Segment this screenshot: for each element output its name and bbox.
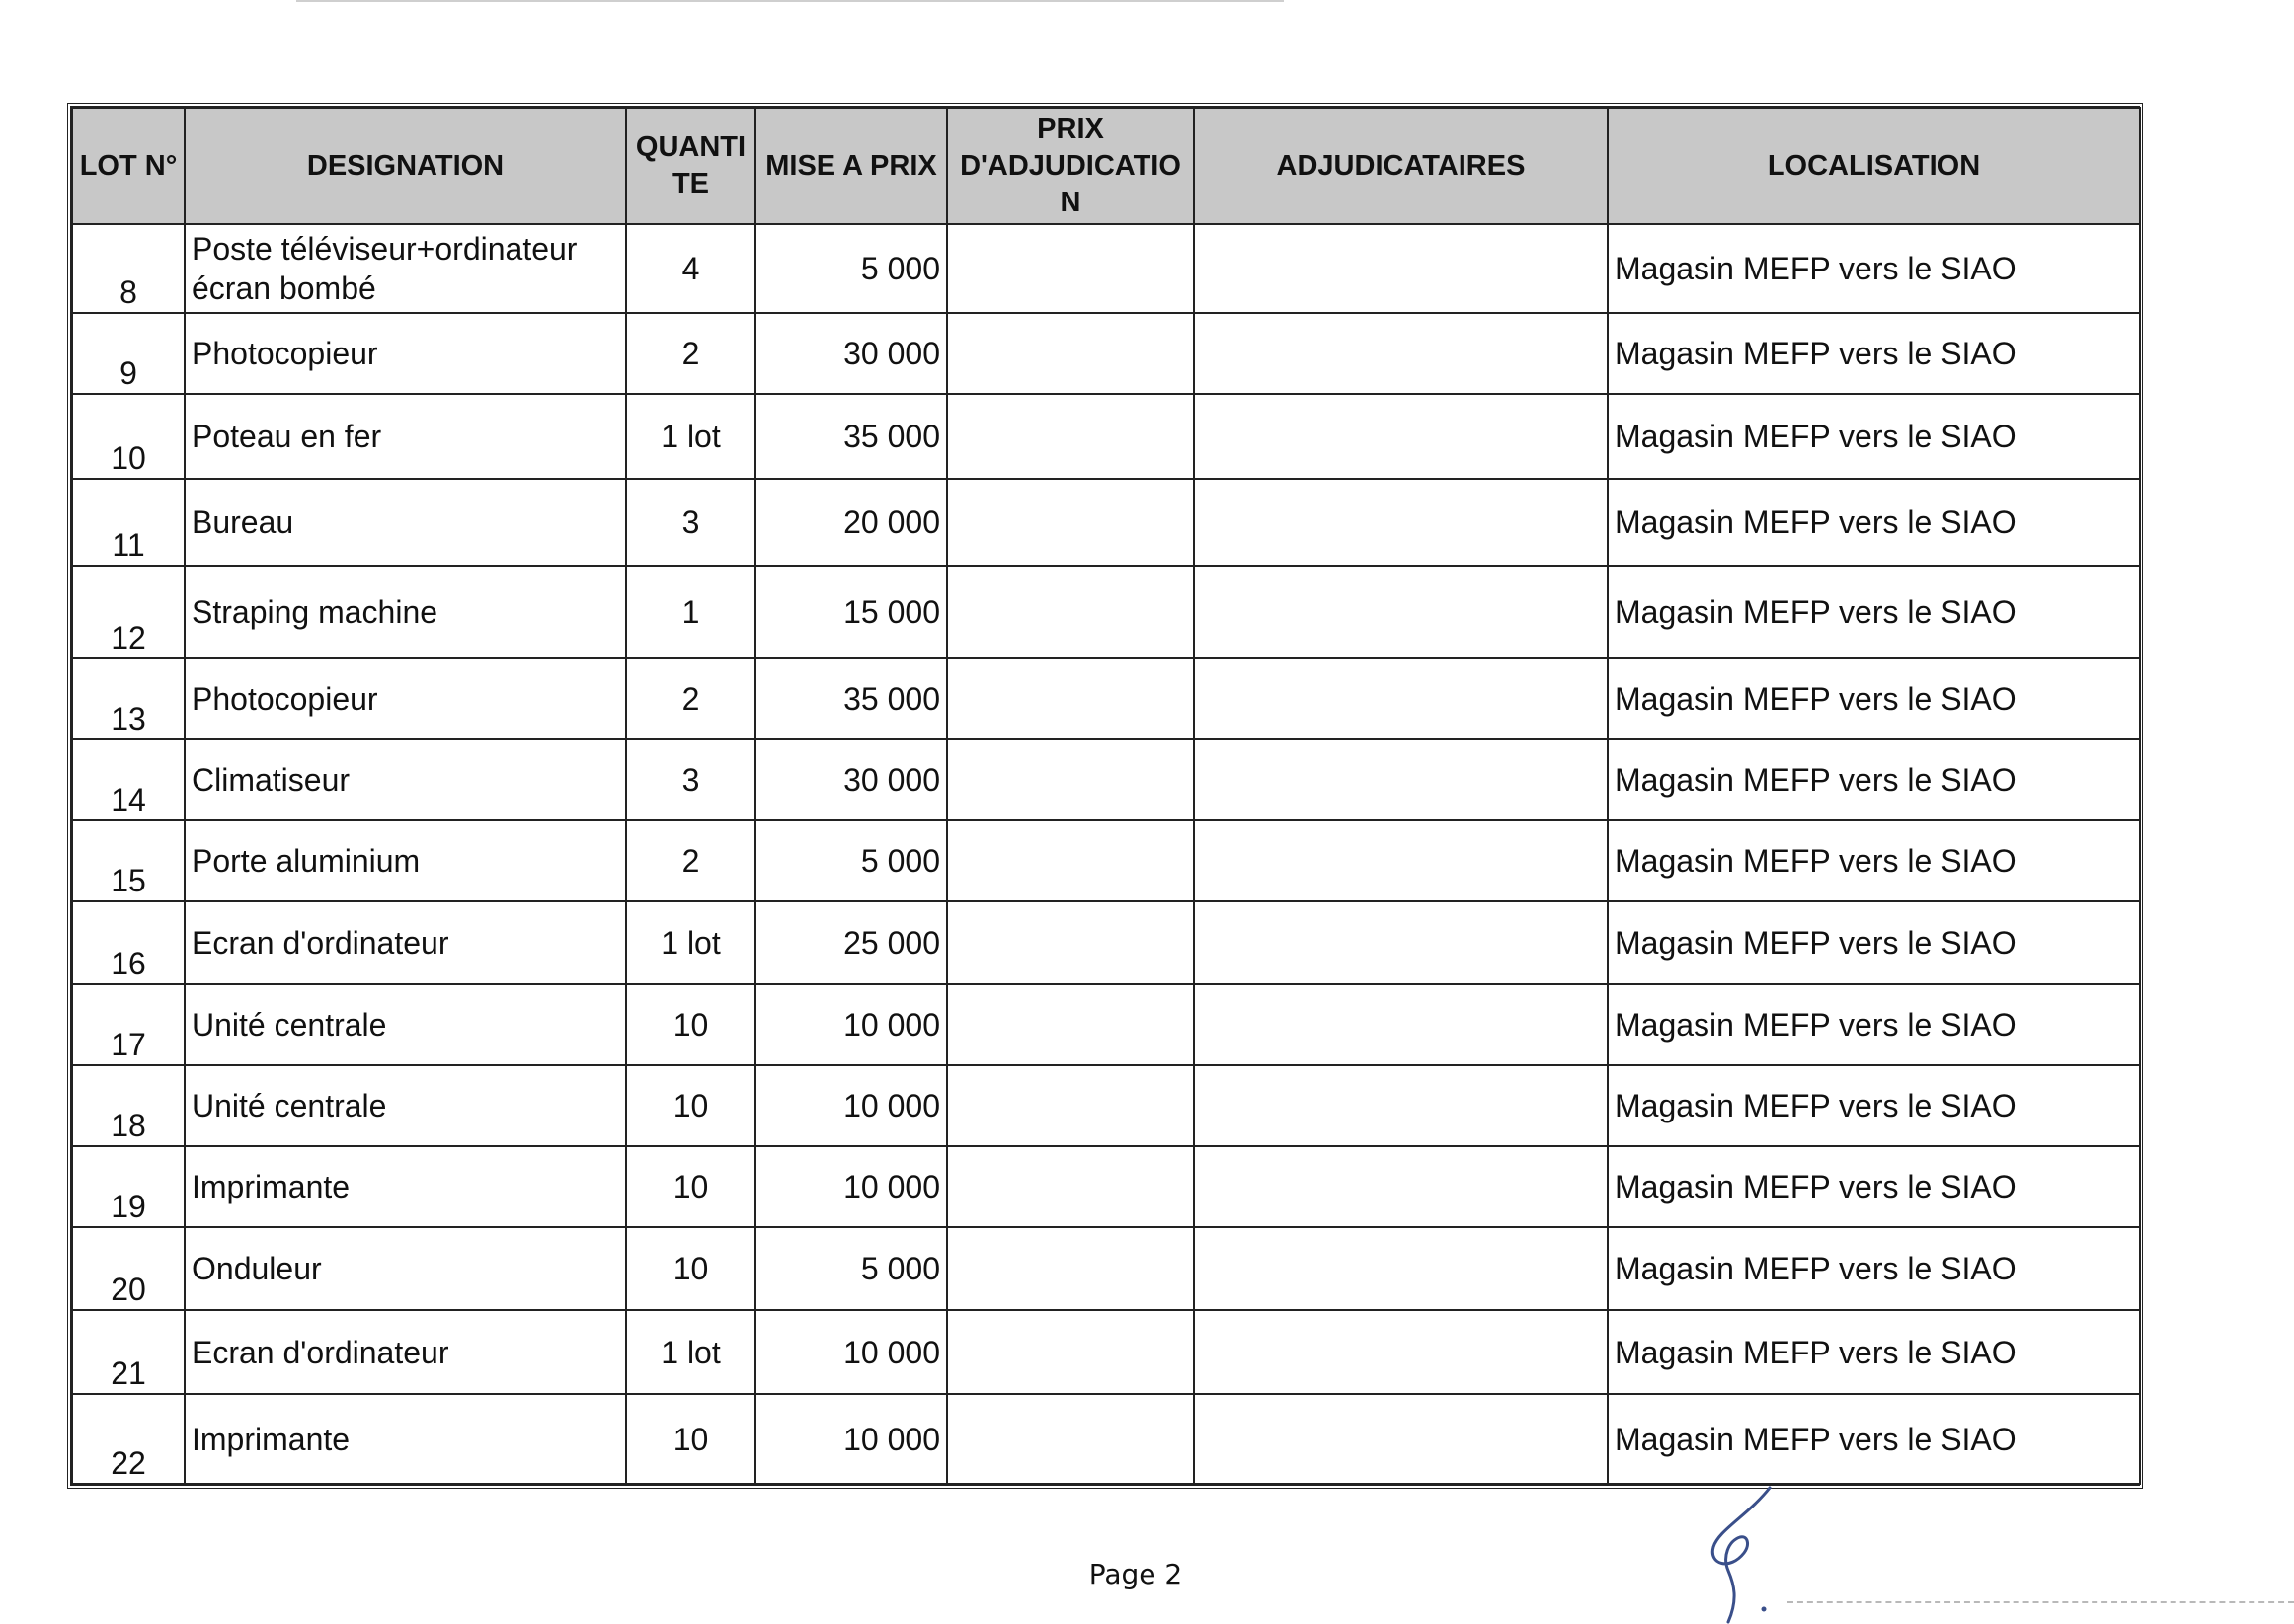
- quantite-cell: 1 lot: [626, 1310, 755, 1394]
- prix-adjudication-cell: [947, 1146, 1194, 1227]
- lot-cell: 20: [72, 1227, 185, 1310]
- adjudicataires-cell: [1194, 901, 1608, 984]
- prix-adjudication-cell: [947, 394, 1194, 479]
- table-row: [72, 566, 2140, 658]
- quantite-cell: 2: [626, 313, 755, 394]
- table-row: [72, 984, 2140, 1065]
- prix-adjudication-cell: [947, 224, 1194, 313]
- adjudicataires-cell: [1194, 1146, 1608, 1227]
- lot-cell: 21: [72, 1310, 185, 1394]
- mise-a-prix-cell: 35 000: [755, 394, 947, 479]
- mise-a-prix-cell: 5 000: [755, 820, 947, 901]
- designation-cell: Ecran d'ordinateur: [185, 901, 626, 984]
- designation-cell: Photocopieur: [185, 658, 626, 739]
- designation-cell: Straping machine: [185, 566, 626, 658]
- adjudicataires-cell: [1194, 566, 1608, 658]
- table-row: [72, 313, 2140, 394]
- designation-cell: Imprimante: [185, 1394, 626, 1484]
- designation-cell: Climatiseur: [185, 739, 626, 820]
- designation-cell: Photocopieur: [185, 313, 626, 394]
- lot-cell: 22: [72, 1394, 185, 1484]
- prix-adjudication-cell: [947, 1227, 1194, 1310]
- mise-a-prix-cell: 10 000: [755, 1310, 947, 1394]
- auction-table-frame: [67, 103, 2143, 1489]
- table-row: [72, 1310, 2140, 1394]
- mise-a-prix-cell: 10 000: [755, 1394, 947, 1484]
- quantite-cell: 10: [626, 1394, 755, 1484]
- lot-cell: 14: [72, 739, 185, 820]
- localisation-cell: Magasin MEFP vers le SIAO: [1608, 1227, 2140, 1310]
- table-row: [72, 739, 2140, 820]
- table-row: [72, 1394, 2140, 1484]
- prix-adjudication-cell: [947, 313, 1194, 394]
- quantite-cell: 2: [626, 658, 755, 739]
- header-localisation: LOCALISATION: [1608, 108, 2140, 224]
- lot-cell: 8: [72, 224, 185, 313]
- localisation-cell: Magasin MEFP vers le SIAO: [1608, 224, 2140, 313]
- quantite-cell: 1 lot: [626, 901, 755, 984]
- auction-lots-table: [71, 107, 2141, 1485]
- designation-cell: Onduleur: [185, 1227, 626, 1310]
- prix-adjudication-cell: [947, 1065, 1194, 1146]
- mise-a-prix-cell: 5 000: [755, 224, 947, 313]
- scan-edge-line-bottom: [1787, 1601, 2294, 1603]
- table-body: [72, 224, 2140, 1484]
- localisation-cell: Magasin MEFP vers le SIAO: [1608, 984, 2140, 1065]
- adjudicataires-cell: [1194, 984, 1608, 1065]
- lot-cell: 11: [72, 479, 185, 566]
- header-mise-a-prix: MISE A PRIX: [755, 108, 947, 224]
- lot-cell: 10: [72, 394, 185, 479]
- adjudicataires-cell: [1194, 1394, 1608, 1484]
- table-row: [72, 1227, 2140, 1310]
- adjudicataires-cell: [1194, 479, 1608, 566]
- mise-a-prix-cell: 20 000: [755, 479, 947, 566]
- adjudicataires-cell: [1194, 820, 1608, 901]
- table-row: [72, 901, 2140, 984]
- lot-cell: 13: [72, 658, 185, 739]
- mise-a-prix-cell: 10 000: [755, 984, 947, 1065]
- quantite-cell: 10: [626, 1146, 755, 1227]
- prix-adjudication-cell: [947, 984, 1194, 1065]
- quantite-cell: 10: [626, 1227, 755, 1310]
- localisation-cell: Magasin MEFP vers le SIAO: [1608, 479, 2140, 566]
- table-row: [72, 1146, 2140, 1227]
- scan-edge-line: [296, 0, 1284, 2]
- lot-cell: 9: [72, 313, 185, 394]
- quantite-cell: 3: [626, 479, 755, 566]
- localisation-cell: Magasin MEFP vers le SIAO: [1608, 394, 2140, 479]
- prix-adjudication-cell: [947, 658, 1194, 739]
- localisation-cell: Magasin MEFP vers le SIAO: [1608, 1065, 2140, 1146]
- designation-cell: Unité centrale: [185, 1065, 626, 1146]
- designation-cell: Ecran d'ordinateur: [185, 1310, 626, 1394]
- prix-adjudication-cell: [947, 1394, 1194, 1484]
- adjudicataires-cell: [1194, 1227, 1608, 1310]
- header-prix-adjudication: PRIX D'ADJUDICATIO N: [947, 108, 1194, 224]
- quantite-cell: 2: [626, 820, 755, 901]
- lot-cell: 15: [72, 820, 185, 901]
- prix-adjudication-cell: [947, 479, 1194, 566]
- prix-adjudication-cell: [947, 820, 1194, 901]
- adjudicataires-cell: [1194, 1065, 1608, 1146]
- table-row: [72, 658, 2140, 739]
- localisation-cell: Magasin MEFP vers le SIAO: [1608, 1146, 2140, 1227]
- designation-cell: Unité centrale: [185, 984, 626, 1065]
- designation-cell: Poteau en fer: [185, 394, 626, 479]
- mise-a-prix-cell: 15 000: [755, 566, 947, 658]
- prix-adjudication-cell: [947, 1310, 1194, 1394]
- designation-cell: Imprimante: [185, 1146, 626, 1227]
- mise-a-prix-cell: 10 000: [755, 1065, 947, 1146]
- designation-cell: Poste téléviseur+ordinateur écran bombé: [185, 224, 626, 313]
- localisation-cell: Magasin MEFP vers le SIAO: [1608, 901, 2140, 984]
- page-number: Page 2: [1088, 1558, 1183, 1590]
- adjudicataires-cell: [1194, 394, 1608, 479]
- designation-cell: Porte aluminium: [185, 820, 626, 901]
- quantite-cell: 10: [626, 984, 755, 1065]
- quantite-cell: 3: [626, 739, 755, 820]
- quantite-cell: 4: [626, 224, 755, 313]
- localisation-cell: Magasin MEFP vers le SIAO: [1608, 820, 2140, 901]
- lot-cell: 17: [72, 984, 185, 1065]
- quantite-cell: 1 lot: [626, 394, 755, 479]
- localisation-cell: Magasin MEFP vers le SIAO: [1608, 566, 2140, 658]
- adjudicataires-cell: [1194, 658, 1608, 739]
- mise-a-prix-cell: 35 000: [755, 658, 947, 739]
- header-adjudicataires: ADJUDICATAIRES: [1194, 108, 1608, 224]
- table-header-row: [72, 108, 2140, 224]
- localisation-cell: Magasin MEFP vers le SIAO: [1608, 1310, 2140, 1394]
- table-row: [72, 820, 2140, 901]
- table-row: [72, 224, 2140, 313]
- header-designation: DESIGNATION: [185, 108, 626, 224]
- mise-a-prix-cell: 30 000: [755, 313, 947, 394]
- adjudicataires-cell: [1194, 224, 1608, 313]
- mise-a-prix-cell: 5 000: [755, 1227, 947, 1310]
- quantite-cell: 1: [626, 566, 755, 658]
- prix-adjudication-cell: [947, 901, 1194, 984]
- adjudicataires-cell: [1194, 1310, 1608, 1394]
- header-lot: LOT N°: [72, 108, 185, 224]
- handwritten-signature: [1679, 1476, 1797, 1624]
- mise-a-prix-cell: 10 000: [755, 1146, 947, 1227]
- header-quantite: QUANTI TE: [626, 108, 755, 224]
- adjudicataires-cell: [1194, 739, 1608, 820]
- localisation-cell: Magasin MEFP vers le SIAO: [1608, 739, 2140, 820]
- localisation-cell: Magasin MEFP vers le SIAO: [1608, 658, 2140, 739]
- lot-cell: 19: [72, 1146, 185, 1227]
- quantite-cell: 10: [626, 1065, 755, 1146]
- lot-cell: 16: [72, 901, 185, 984]
- localisation-cell: Magasin MEFP vers le SIAO: [1608, 1394, 2140, 1484]
- designation-cell: Bureau: [185, 479, 626, 566]
- table-row: [72, 394, 2140, 479]
- mise-a-prix-cell: 25 000: [755, 901, 947, 984]
- prix-adjudication-cell: [947, 566, 1194, 658]
- table-row: [72, 479, 2140, 566]
- table-row: [72, 1065, 2140, 1146]
- mise-a-prix-cell: 30 000: [755, 739, 947, 820]
- localisation-cell: Magasin MEFP vers le SIAO: [1608, 313, 2140, 394]
- lot-cell: 12: [72, 566, 185, 658]
- adjudicataires-cell: [1194, 313, 1608, 394]
- lot-cell: 18: [72, 1065, 185, 1146]
- prix-adjudication-cell: [947, 739, 1194, 820]
